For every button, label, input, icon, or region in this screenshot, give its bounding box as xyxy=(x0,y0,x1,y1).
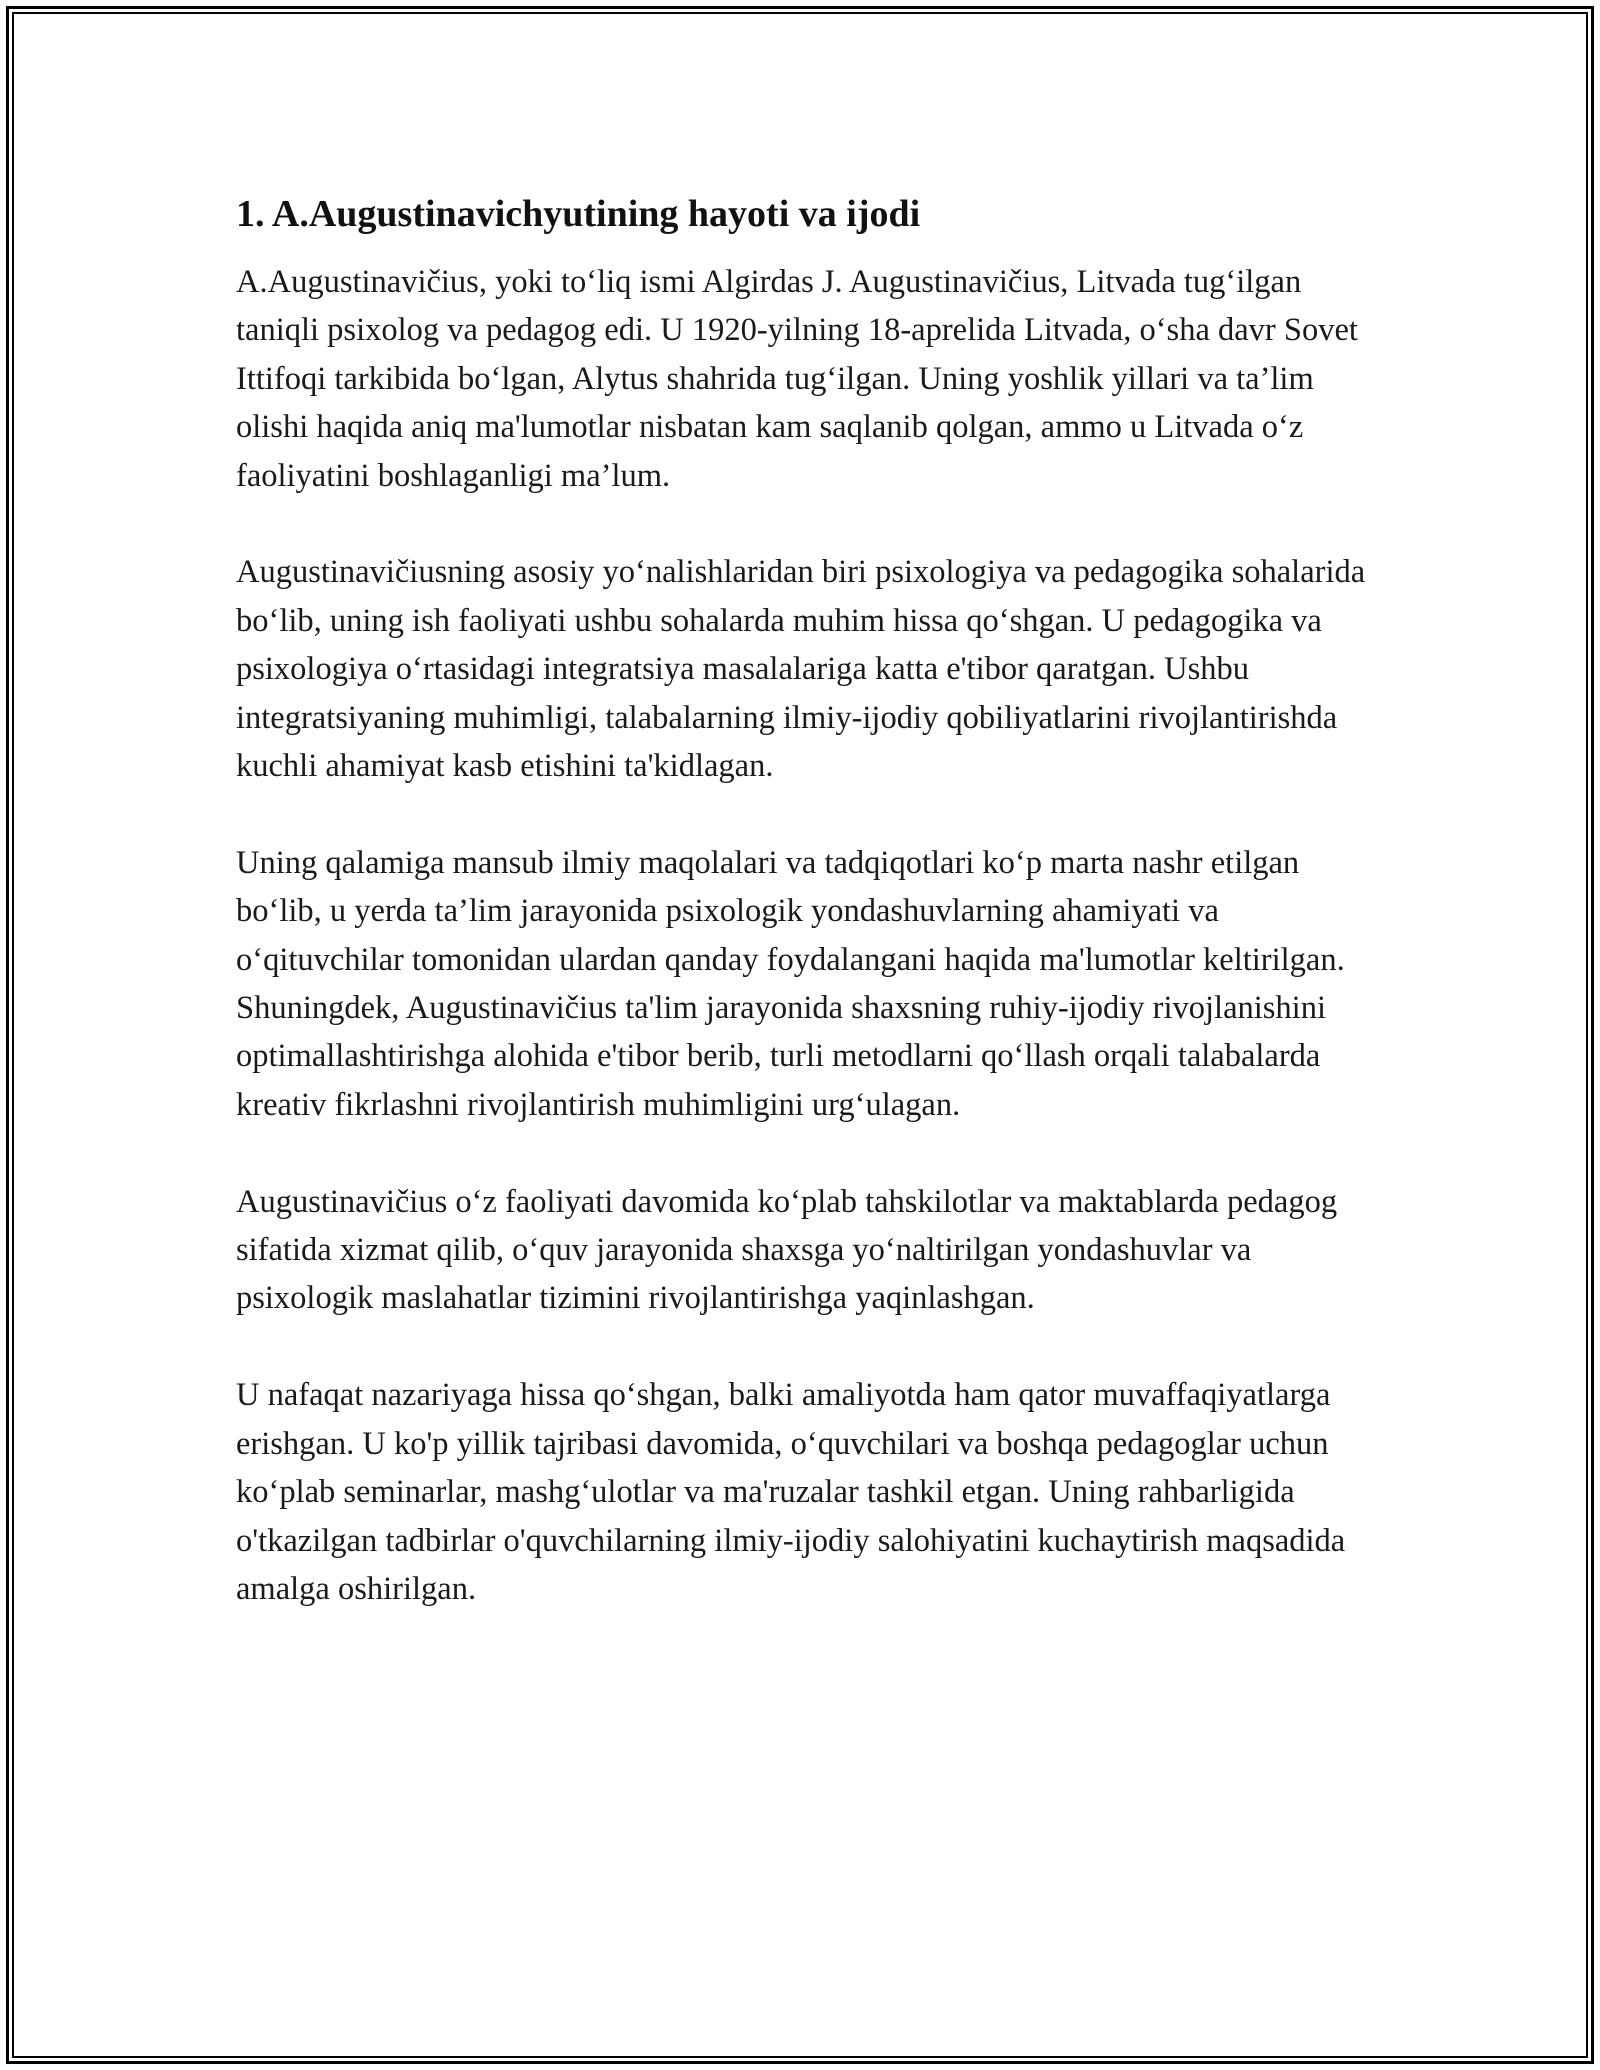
paragraph-teaching-career: Augustinavičius o‘z faoliyati davomida ko‘plab tahskilotlar va maktablarda pedagog sifatida xizmat qilib, o‘quv jarayonida shaxsga yo‘naltirilgan yondashuvlar va psixologik maslahatlar tizimini rivojlantirishga yaqinlashgan. xyxy=(236,1183,1338,1317)
paragraph-publications: Uning qalamiga mansub ilmiy maqolalari va tadqiqotlari ko‘p marta nashr etilgan bo‘lib, u yerda ta’lim jarayonida psixologik yondashuvlarning ahamiyati va o‘qituvchilar tomonidan ulardan qanday foydalangani haqida ma'lumotlar keltirilgan. Shuningdek, Augustinavičius ta'lim jarayonida shaxsning ruhiy-ijodiy rivojlanishini optimallashtirishga alohida e'tibor berib, turli metodlarni qo‘llash orqali talabalarda kreativ fikrlashni rivojlantirish muhimligini urg‘ulagan. xyxy=(236,844,1345,1123)
paragraph-biography: A.Augustinavičius, yoki to‘liq ismi Algirdas J. Augustinavičius, Litvada tug‘ilgan taniqli psixolog va pedagog edi. U 1920-yilning 18-aprelida Litvada, o‘sha davr Sovet Ittifoqi tarkibida bo‘lgan, Alytus shahrida tug‘ilgan. Uning yoshlik yillari va ta’lim olishi haqida aniq ma'lumotlar nisbatan kam saqlanib qolgan, ammo u Litvada o‘z faoliyatini boshlaganligi ma’lum. xyxy=(236,264,1358,494)
paragraph-practical-work: U nafaqat nazariyaga hissa qo‘shgan, balki amaliyotda ham qator muvaffaqiyatlarga erishgan. U ko'p yillik tajribasi davomida, o‘quvchilari va boshqa pedagoglar uchun ko‘plab seminarlar, mashg‘ulotlar va ma'ruzalar tashkil etgan. Uning rahbarligida o'tkazilgan tadbirlar o'quvchilarning ilmiy-ijodiy salohiyatini kuchaytirish maqsadida amalga oshirilgan. xyxy=(236,1377,1346,1607)
paragraph-research-focus: Augustinavičiusning asosiy yo‘nalishlaridan biri psixologiya va pedagogika sohalarida bo‘lib, uning ish faoliyati ushbu sohalarda muhim hissa qo‘shgan. U pedagogika va psixologiya o‘rtasidagi integratsiya masalalariga katta e'tibor qaratgan. Ushbu integratsiyaning muhimligi, talabalarning ilmiy-ijodiy qobiliyatlarini rivojlantirishda kuchli ahamiyat kasb etishini ta'kidlagan. xyxy=(236,554,1366,785)
document-body xyxy=(236,188,1381,1662)
section-title: 1. A.Augustinavichyutining hayoti va ijodi xyxy=(236,193,921,235)
